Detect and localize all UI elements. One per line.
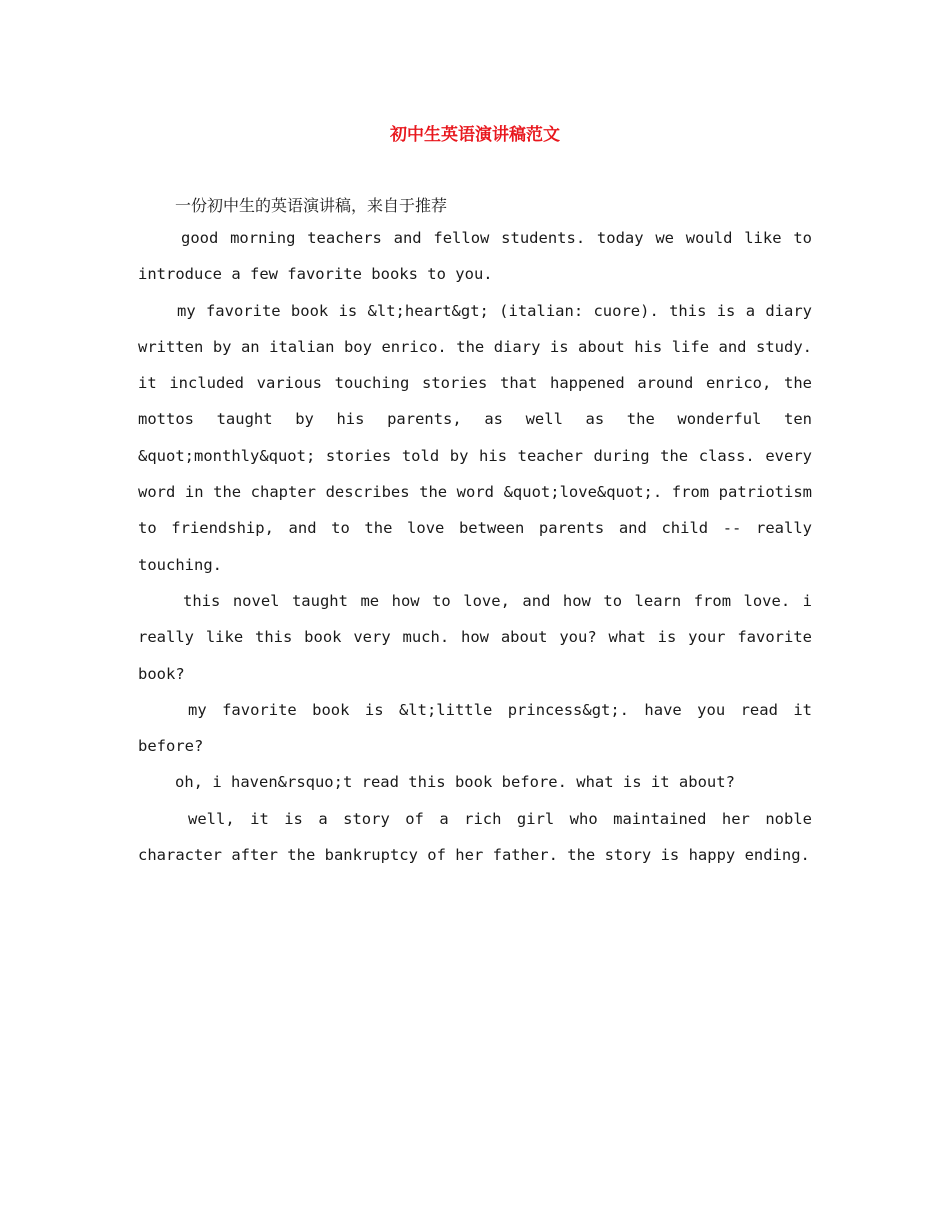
paragraph-heart: my favorite book is &lt;heart&gt; (italian: cuore). this is a diary written by an italian boy enrico. the diary is about his life and study. it included various touching stories that happened around enrico, the mottos taught by his parents, as well as the wonderful ten &quot;monthly&quot; stories told by his teacher during the class. every word in the chapter describes the word &quot;love&quot;. from patriotism to friendship, and to the love between parents and child -- really touching. [138, 301, 812, 574]
paragraph-novel: this novel taught me how to love, and how to learn from love. i really like this book very much. how about you? what is your favorite book? [138, 591, 812, 683]
paragraph-question: oh, i haven&rsquo;t read this book before. what is it about? [175, 773, 735, 792]
intro-paragraph: 一份初中生的英语演讲稿，来自于推荐 [175, 196, 448, 215]
paragraph-greeting: good morning teachers and fellow students. today we would like to introduce a few favorite books to you. [138, 229, 812, 284]
paragraph-story: well, it is a story of a rich girl who maintained her noble character after the bankruptcy of her father. the story is happy ending. [138, 809, 812, 865]
document-title: 初中生英语演讲稿范文 [390, 125, 560, 145]
document-body [138, 192, 812, 873]
paragraph-little-princess: my favorite book is &lt;little princess&gt;. have you read it before? [138, 700, 812, 756]
